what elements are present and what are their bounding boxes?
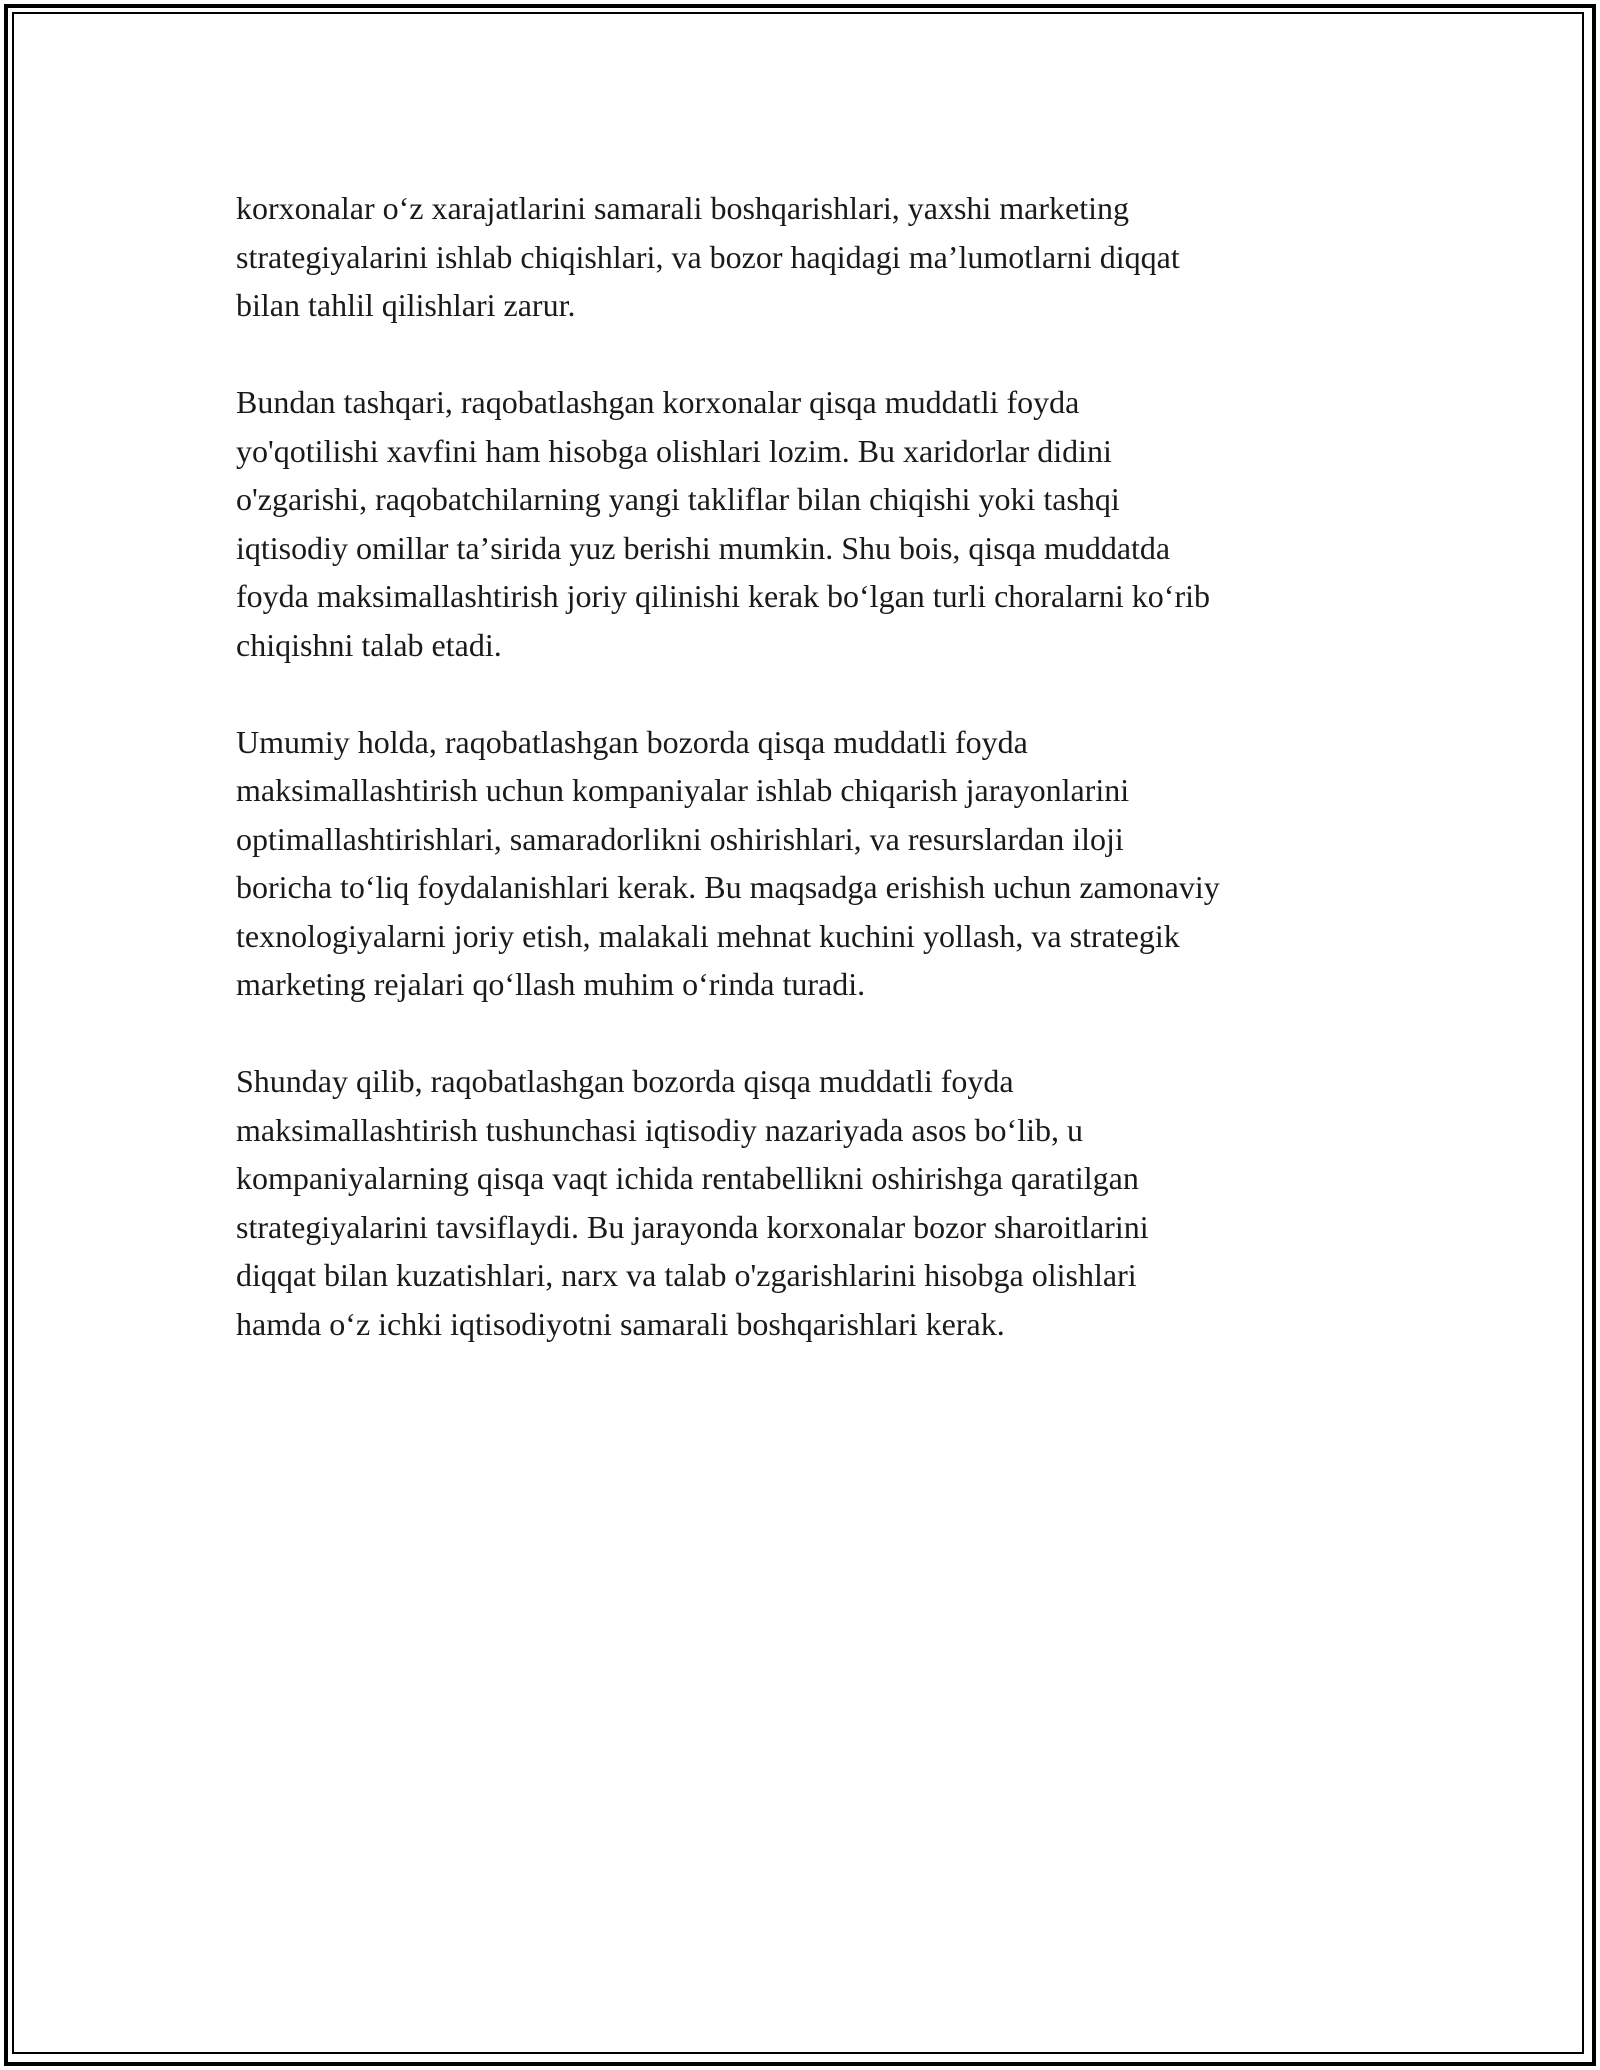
paragraph-3 xyxy=(236,718,1376,1009)
paragraph-line: iqtisodiy omillar taʼsirida yuz berishi mumkin. Shu bois, qisqa muddatda xyxy=(236,529,1171,566)
paragraph-4 xyxy=(236,1057,1376,1348)
paragraph-line: maksimallashtirish tushunchasi iqtisodiy nazariyada asos boʻlib, u xyxy=(236,1111,1083,1148)
paragraph-line: diqqat bilan kuzatishlari, narx va talab o'zgarishlarini hisobga olishlari xyxy=(236,1257,1137,1293)
paragraph-line: Shunday qilib, raqobatlashgan bozorda qisqa muddatli foyda xyxy=(236,1063,1014,1099)
paragraph-line: Umumiy holda, raqobatlashgan bozorda qisqa muddatli foyda xyxy=(236,723,1028,760)
paragraph-1 xyxy=(236,184,1376,330)
paragraph-line: hamda oʻz ichki iqtisodiyotni samarali boshqarishlari kerak. xyxy=(236,1305,1005,1342)
paragraph-line: texnologiyalarni joriy etish, malakali mehnat kuchini yollash, va strategik xyxy=(236,917,1180,954)
paragraph-line: foyda maksimallashtirish joriy qilinishi kerak boʻlgan turli choralarni koʻrib xyxy=(236,578,1210,614)
paragraph-line: strategiyalarini ishlab chiqishlari, va bozor haqidagi maʼlumotlarni diqqat xyxy=(236,238,1180,275)
paragraph-line: boricha toʻliq foydalanishlari kerak. Bu maqsadga erishish uchun zamonaviy xyxy=(236,869,1220,905)
paragraph-2 xyxy=(236,378,1376,669)
paragraph-line: strategiyalarini tavsiflaydi. Bu jarayonda korxonalar bozor sharoitlarini xyxy=(236,1208,1149,1245)
paragraph-line: optimallashtirishlari, samaradorlikni oshirishlari, va resurslardan iloji xyxy=(236,820,1124,857)
paragraph-line: kompaniyalarning qisqa vaqt ichida rentabellikni oshirishga qaratilgan xyxy=(236,1160,1139,1196)
document-body xyxy=(236,184,1376,1397)
paragraph-line: Bundan tashqari, raqobatlashgan korxonalar qisqa muddatli foyda xyxy=(236,384,1080,420)
paragraph-line: marketing rejalari qoʻllash muhim oʻrinda turadi. xyxy=(236,966,866,1002)
paragraph-line: bilan tahlil qilishlari zarur. xyxy=(236,287,576,323)
paragraph-line: korxonalar oʻz xarajatlarini samarali boshqarishlari, yaxshi marketing xyxy=(236,190,1130,226)
paragraph-line: chiqishni talab etadi. xyxy=(236,626,502,663)
paragraph-line: maksimallashtirish uchun kompaniyalar ishlab chiqarish jarayonlarini xyxy=(236,772,1130,808)
paragraph-line: o'zgarishi, raqobatchilarning yangi takliflar bilan chiqishi yoki tashqi xyxy=(236,481,1120,517)
paragraph-line: yo'qotilishi xavfini ham hisobga olishlari lozim. Bu xaridorlar didini xyxy=(236,432,1112,469)
